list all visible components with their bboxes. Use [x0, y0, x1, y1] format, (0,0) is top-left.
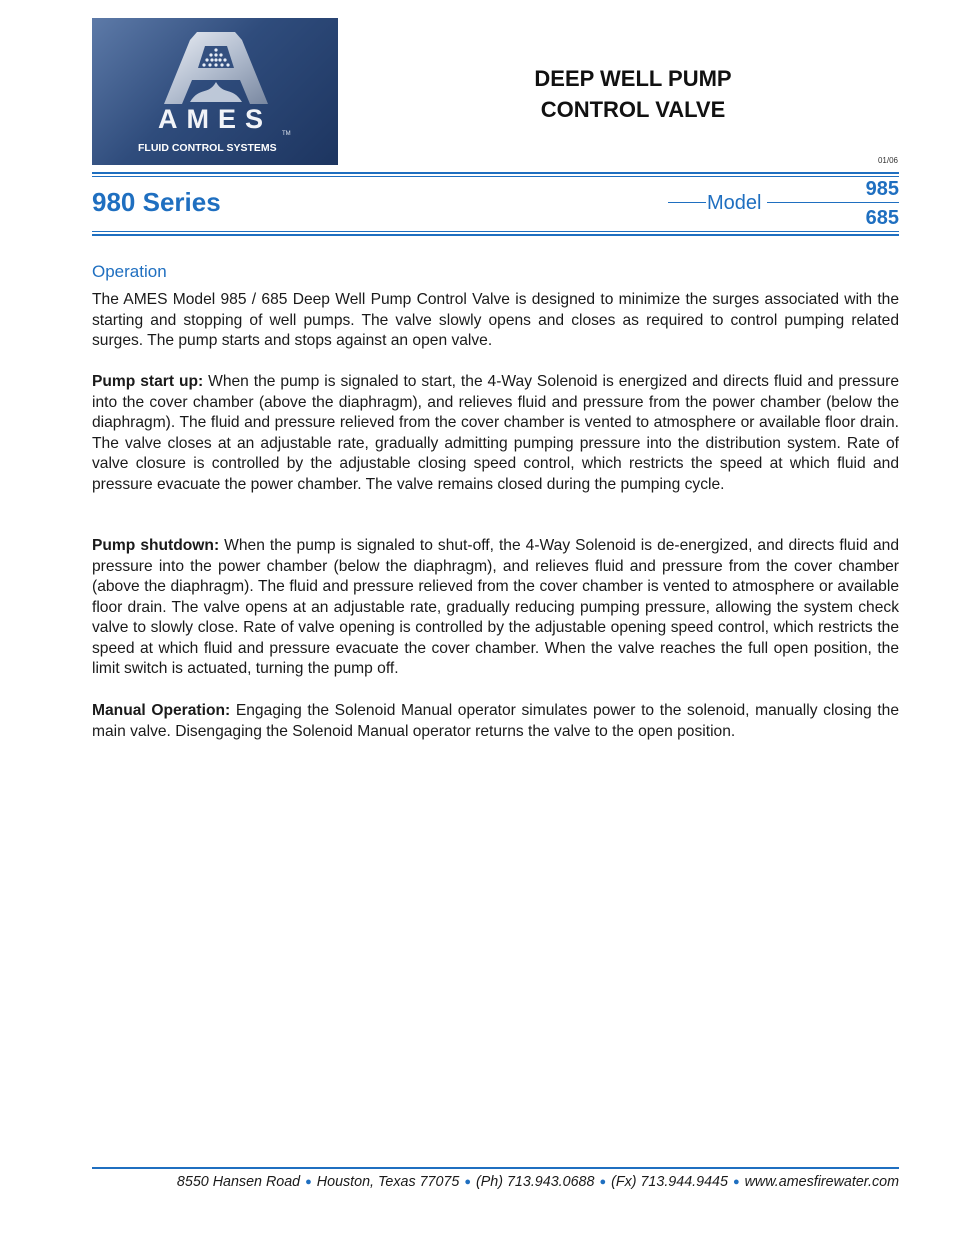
footer-fax: (Fx) 713.944.9445 [611, 1174, 728, 1190]
model-leader-right [767, 202, 899, 203]
footer-address: 8550 Hansen Road [176, 1174, 301, 1190]
shutdown-label: Pump shutdown: [92, 537, 220, 554]
bottom-rule [92, 234, 899, 236]
manual-label: Manual Operation: [92, 702, 231, 719]
footer-phone: (Ph) 713.943.0688 [476, 1174, 595, 1190]
logo-brand: AMES [157, 104, 272, 134]
model-number-1: 985 [865, 178, 899, 200]
bullet-icon: ● [305, 1176, 312, 1188]
footer-city: Houston, Texas 77075 [316, 1174, 460, 1190]
bullet-icon: ● [599, 1176, 607, 1188]
manual-paragraph [92, 701, 899, 742]
shutdown-text: When the pump is signaled to shut-off, the 4-Way Solenoid is de-energized, and directs fluid and pressure into the power chamber (below the diaphragm), and relieves fluid and pressure from the cover chamber (above the diaphragm). The fluid and pressure relieved from the cover chamber is vented to atmosphere or available floor drain. The valve opens at an adjustable rate, gradually reducing pumping pressure, allowing the system check valve to slowly close. Rate of valve opening is controlled by the adjustable opening speed control, which restricts the speed at which fluid and pressure evacuate the cover chamber. When the valve reaches the full open position, the limit switch is actuated, turning the pump off. [92, 537, 900, 677]
footer-rule [92, 1167, 899, 1169]
operation-heading: Operation [92, 262, 167, 281]
revision-date: 01/06 [877, 156, 898, 165]
manual-text: Engaging the Solenoid Manual operator simulates power to the solenoid, manually closing the main valve. Disengaging the Solenoid Manual operator returns the valve to the open position. [92, 702, 899, 740]
top-rule-thin [92, 176, 899, 177]
title-line-2: CONTROL VALVE [540, 97, 726, 122]
model-leader-left [668, 202, 706, 203]
footer-contact [92, 1174, 899, 1190]
start-up-paragraph [92, 372, 899, 495]
logo-subtitle: FLUID CONTROL SYSTEMS [138, 142, 277, 154]
series-name: 980 Series [92, 187, 221, 217]
intro-paragraph: The AMES Model 985 / 685 Deep Well Pump Control Valve is designed to minimize the surges associated with the starting and stopping of well pumps. The valve slowly opens and closes as required to control pumping related surges. The pump starts and stops against an open valve. [92, 291, 899, 349]
top-rule [92, 172, 899, 174]
model-number-2: 685 [865, 207, 899, 229]
bottom-rule-thin [92, 231, 899, 232]
bullet-icon: ● [464, 1176, 471, 1188]
logo-trademark: TM [282, 131, 291, 137]
footer-website-link[interactable]: www.amesfirewater.com [744, 1174, 899, 1190]
shutdown-paragraph [92, 536, 899, 680]
bullet-icon: ● [732, 1176, 740, 1188]
document-title [480, 63, 786, 125]
title-line-1: DEEP WELL PUMP [534, 66, 732, 91]
company-logo [92, 18, 338, 165]
start-up-label: Pump start up: [92, 373, 204, 390]
model-label: Model [707, 192, 762, 214]
start-up-text: When the pump is signaled to start, the 4-Way Solenoid is energized and directs fluid and pressure into the cover chamber (above the diaphragm), and relieves fluid and pressure from the power chamber (below the diaphragm). The fluid and pressure relieved from the cover chamber is vented to atmosphere or available floor drain. The valve closes at an adjustable rate, gradually admitting pumping pressure into the distribution system. Rate of valve closure is controlled by the adjustable closing speed control, which restricts the speed at which fluid and pressure evacuate the power chamber. The valve remains closed during the pumping cycle. [92, 373, 899, 493]
